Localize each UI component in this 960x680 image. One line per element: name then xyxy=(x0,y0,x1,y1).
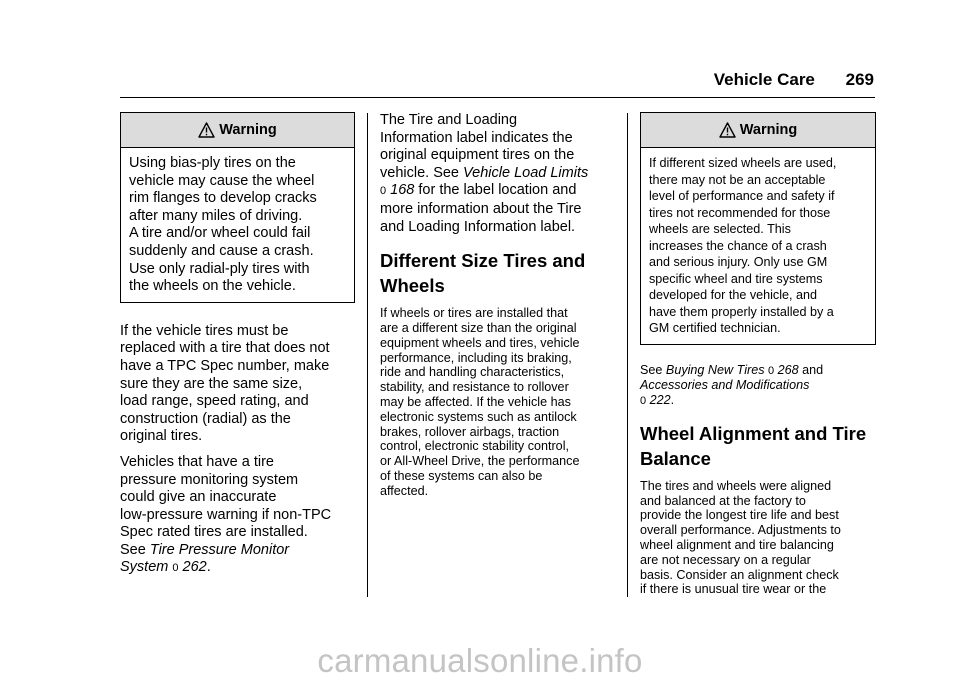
text-line: or All-Wheel Drive, the performance xyxy=(380,454,580,469)
text-line: wheel alignment and tire balancing xyxy=(640,538,834,553)
text-line xyxy=(640,363,876,379)
page-ref-icon: 0 xyxy=(768,364,775,377)
cross-reference[interactable]: Accessories and Modifications xyxy=(640,378,810,393)
text-line: sure they are the same size, xyxy=(120,375,303,392)
see-text: vehicle. See xyxy=(380,164,459,181)
warning-label: Warning xyxy=(219,122,277,138)
text-line: and Loading Information label. xyxy=(380,218,576,235)
section-heading xyxy=(640,421,876,471)
text-line: If the vehicle tires must be xyxy=(120,322,289,339)
column-divider xyxy=(627,113,628,597)
heading-line: Wheels xyxy=(380,275,445,297)
warning-line: the wheels on the vehicle. xyxy=(129,278,296,295)
warning-line: developed for the vehicle, and xyxy=(649,288,818,302)
text-line: equipment wheels and tires, vehicle xyxy=(380,335,580,350)
text-line: provide the longest tire life and best xyxy=(640,508,839,523)
text-line: The Tire and Loading xyxy=(380,112,518,128)
text-line: load range, speed rating, and xyxy=(120,393,309,410)
warning-icon xyxy=(198,122,215,138)
warning-line: there may not be an acceptable xyxy=(649,172,826,187)
text-line: Spec rated tires are installed. xyxy=(120,524,308,541)
text-line: electronic systems such as antilock xyxy=(380,409,577,424)
text-line: pressure monitoring system xyxy=(120,471,299,488)
text-line xyxy=(380,182,615,201)
text-line: construction (radial) as the xyxy=(120,410,291,427)
page-reference[interactable]: 168 xyxy=(390,182,415,199)
cross-reference[interactable]: Tire Pressure Monitor xyxy=(149,541,290,558)
text-line xyxy=(380,165,615,183)
heading-line: Balance xyxy=(640,447,711,469)
text-fragment: for the label location and xyxy=(418,182,577,199)
paragraph xyxy=(380,112,615,236)
text-line: original equipment tires on the xyxy=(380,147,575,164)
paragraph xyxy=(640,479,876,597)
warning-line: suddenly and cause a crash. xyxy=(129,242,314,259)
warning-line: have them properly installed by a xyxy=(649,304,834,319)
text-line: affected. xyxy=(380,483,429,498)
text-line xyxy=(120,559,355,578)
warning-line: vehicle may cause the wheel xyxy=(129,172,315,189)
warning-line: GM certified technician. xyxy=(649,321,781,335)
text-fragment: and xyxy=(802,362,824,377)
text-line xyxy=(640,378,876,393)
warning-line: A tire and/or wheel could fail xyxy=(129,225,311,242)
text-line: If wheels or tires are installed that xyxy=(380,306,568,321)
text-line: and balanced at the factory to xyxy=(640,493,806,508)
cross-reference[interactable]: System xyxy=(120,559,169,576)
page-ref-icon: 0 xyxy=(380,185,387,198)
text-line: The tires and wheels were aligned xyxy=(640,478,832,493)
see-text: See xyxy=(640,362,663,377)
column-divider xyxy=(367,113,368,597)
warning-icon xyxy=(719,122,736,138)
paragraph xyxy=(380,306,615,498)
cross-reference[interactable]: Buying New Tires xyxy=(665,362,765,377)
warning-line: level of performance and safety if xyxy=(649,189,835,203)
cross-reference[interactable]: Vehicle Load Limits xyxy=(463,164,589,181)
text-line: are a different size than the original xyxy=(380,320,577,335)
warning-box xyxy=(640,112,876,345)
page-header xyxy=(120,70,874,94)
warning-header xyxy=(121,113,354,148)
text-line: Vehicles that have a tire xyxy=(120,453,274,470)
warning-line: specific wheel and tire systems xyxy=(649,271,823,286)
header-rule xyxy=(120,97,875,98)
heading-line: Wheel Alignment and Tire xyxy=(640,422,867,444)
column-3 xyxy=(640,112,876,597)
section-heading xyxy=(380,248,615,298)
text-line: brakes, rollover airbags, traction xyxy=(380,424,560,439)
text-line xyxy=(120,542,355,560)
heading-line: Different Size Tires and xyxy=(380,250,586,272)
warning-header xyxy=(641,113,875,148)
warning-line: after many miles of driving. xyxy=(129,207,303,224)
warning-label: Warning xyxy=(739,122,798,138)
warning-box xyxy=(120,112,355,303)
warning-line: wheels are selected. This xyxy=(649,222,791,236)
text-line: stability, and resistance to rollover xyxy=(380,380,569,395)
column-1 xyxy=(120,112,355,578)
warning-line: rim flanges to develop cracks xyxy=(129,190,317,207)
text-line: could give an inaccurate xyxy=(120,489,277,506)
text-line: Information label indicates the xyxy=(380,129,573,146)
text-line: if there is unusual tire wear or the xyxy=(640,582,827,597)
text-line: control, electronic stability control, xyxy=(380,439,569,454)
section-title: Vehicle Care xyxy=(713,70,815,89)
page-reference[interactable]: 222 xyxy=(649,393,671,408)
page-number: 269 xyxy=(845,70,874,89)
punctuation: . xyxy=(670,393,675,408)
paragraph xyxy=(640,363,876,409)
warning-line: If different sized wheels are used, xyxy=(649,156,837,170)
watermark: carmanualsonline.info xyxy=(317,642,643,679)
page-ref-icon: 0 xyxy=(640,395,647,408)
text-line: have a TPC Spec number, make xyxy=(120,357,330,374)
text-line: low-pressure warning if non-TPC xyxy=(120,506,332,523)
warning-body xyxy=(121,148,354,302)
text-line xyxy=(640,393,876,409)
page-ref-icon: 0 xyxy=(172,562,179,575)
text-line: original tires. xyxy=(120,428,203,445)
see-text: See xyxy=(120,541,146,558)
warning-line: increases the chance of a crash xyxy=(649,238,827,253)
text-line: are not necessary on a regular xyxy=(640,552,811,567)
paragraph xyxy=(120,454,355,578)
text-line: more information about the Tire xyxy=(380,200,582,217)
punctuation: . xyxy=(206,559,211,576)
text-line: ride and handling characteristics, xyxy=(380,365,565,380)
page-reference[interactable]: 268 xyxy=(777,362,799,377)
warning-line: Using bias-ply tires on the xyxy=(129,155,296,171)
text-line: of these systems can also be xyxy=(380,468,543,483)
text-line: replaced with a tire that does not xyxy=(120,340,330,357)
warning-line: and serious injury. Only use GM xyxy=(649,255,828,269)
warning-line: Use only radial-ply tires with xyxy=(129,260,310,277)
column-2 xyxy=(380,112,615,499)
text-line: basis. Consider an alignment check xyxy=(640,567,839,582)
text-line: may be affected. If the vehicle has xyxy=(380,394,571,409)
text-line: performance, including its braking, xyxy=(380,350,572,365)
text-line: overall performance. Adjustments to xyxy=(640,523,841,538)
warning-body xyxy=(641,148,875,344)
warning-line: tires not recommended for those xyxy=(649,205,831,220)
paragraph xyxy=(120,323,355,446)
page-reference[interactable]: 262 xyxy=(182,559,207,576)
